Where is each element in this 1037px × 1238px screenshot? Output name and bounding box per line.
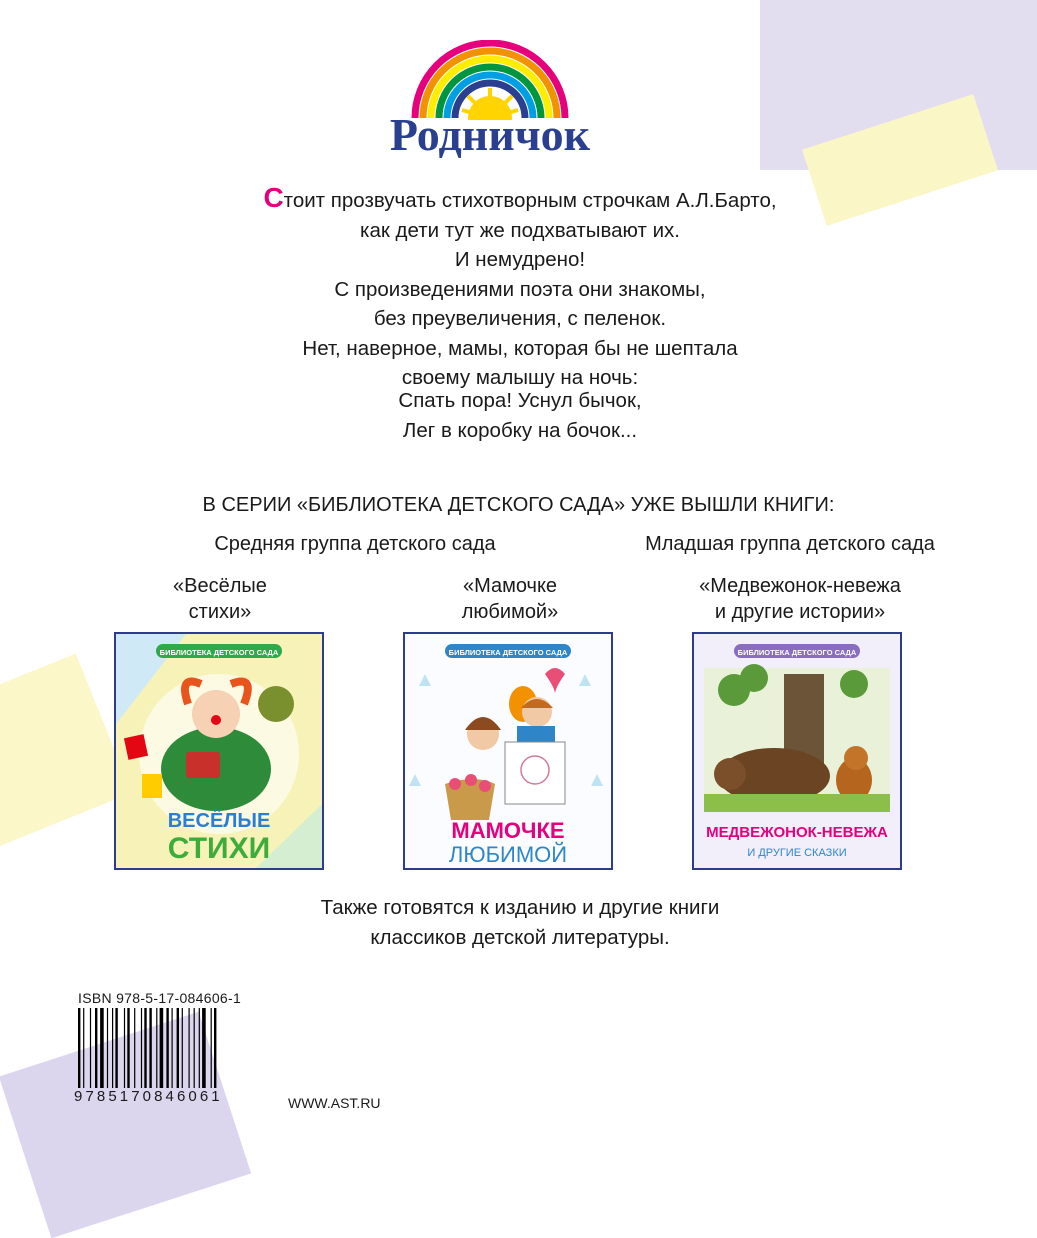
footer-line: классиков детской литературы. bbox=[370, 925, 670, 949]
website-url: WWW.AST.RU bbox=[288, 1095, 381, 1111]
intro-line: Нет, наверное, мамы, которая бы не шептала bbox=[302, 336, 738, 360]
barcode-bar bbox=[90, 1008, 91, 1088]
intro-line-1 bbox=[150, 183, 890, 216]
book-title-line: «Медвежонок-невежа bbox=[699, 575, 901, 597]
barcode-bar bbox=[78, 1008, 80, 1088]
cover-title-line: МАМОЧКЕ bbox=[451, 818, 565, 843]
cover-title-line: СТИХИ bbox=[167, 832, 271, 865]
barcode-icon bbox=[78, 1008, 254, 1088]
barcode-bar bbox=[182, 1008, 183, 1088]
intro-line: И немудрено! bbox=[454, 248, 586, 271]
barcode-bar bbox=[115, 1008, 117, 1088]
barcode-bar bbox=[189, 1008, 190, 1088]
intro-line: своему малышу на ночь: bbox=[401, 366, 639, 389]
barcode-bar bbox=[83, 1008, 84, 1088]
group-middle-label: Средняя группа детского сада bbox=[214, 533, 496, 555]
book-cover-3 bbox=[692, 632, 902, 870]
barcode-bar bbox=[127, 1008, 129, 1088]
cover-series-label: БИБЛИОТЕКА ДЕТСКОГО САДА bbox=[159, 648, 279, 657]
barcode-bar bbox=[199, 1008, 200, 1088]
barcode-bar bbox=[160, 1008, 164, 1088]
book-title-line: «Весёлые bbox=[173, 575, 267, 597]
upcoming-books-note bbox=[150, 893, 890, 952]
barcode-bar bbox=[95, 1008, 97, 1088]
publisher-logo bbox=[370, 40, 610, 160]
book-title-1 bbox=[120, 573, 320, 625]
barcode-bar bbox=[194, 1008, 195, 1088]
barcode-bar bbox=[141, 1008, 142, 1088]
barcode-bar bbox=[172, 1008, 173, 1088]
intro-line: С произведениями поэта они знакомы, bbox=[334, 277, 706, 301]
logo-wordmark: Родничок bbox=[389, 109, 591, 160]
barcode-bar bbox=[100, 1008, 104, 1088]
book-title-line: любимой» bbox=[461, 601, 559, 623]
poem-line: Спать пора! Уснул бычок, bbox=[398, 389, 642, 412]
book-title-2 bbox=[410, 573, 610, 625]
barcode-bar bbox=[144, 1008, 146, 1088]
barcode-bar bbox=[166, 1008, 168, 1088]
group-younger-label: Младшая группа детского сада bbox=[645, 533, 935, 555]
series-heading: В СЕРИИ «БИБЛИОТЕКА ДЕТСКОГО САДА» УЖЕ ВЫШЛИ КНИГИ: bbox=[202, 494, 835, 516]
cover-series-label: БИБЛИОТЕКА ДЕТСКОГО САДА bbox=[448, 648, 568, 657]
decor-yellow-left bbox=[0, 654, 132, 857]
book-title-line: «Мамочке bbox=[462, 575, 558, 597]
barcode-bar bbox=[214, 1008, 216, 1088]
barcode-bar bbox=[177, 1008, 179, 1088]
barcode-bar bbox=[202, 1008, 206, 1088]
poem-quote bbox=[150, 386, 890, 445]
book-cover-1 bbox=[114, 632, 324, 870]
intro-line-1-rest: тоит прозвучать стихотворным строчкам А.Л.Барто, bbox=[283, 189, 777, 212]
book-title-3 bbox=[660, 573, 940, 625]
barcode-bar bbox=[149, 1008, 151, 1088]
barcode-digits: 9785170846061 bbox=[74, 1088, 223, 1105]
cover-title-line: ЛЮБИМОЙ bbox=[448, 842, 568, 867]
book-cover-2 bbox=[403, 632, 613, 870]
isbn-label: ISBN 978-5-17-084606-1 bbox=[78, 990, 242, 1006]
barcode-bar bbox=[112, 1008, 113, 1088]
barcode-bar bbox=[124, 1008, 125, 1088]
intro-text bbox=[150, 183, 890, 393]
book-title-line: стихи» bbox=[188, 601, 252, 623]
cover-title-line: ВЕСЁЛЫЕ bbox=[167, 810, 271, 832]
barcode-bar bbox=[107, 1008, 108, 1088]
footer-line: Также готовятся к изданию и другие книги bbox=[320, 896, 720, 919]
cover-title-line: МЕДВЕЖОНОК-НЕВЕЖА bbox=[706, 824, 888, 841]
barcode-bar bbox=[211, 1008, 212, 1088]
book-title-line: и другие истории» bbox=[714, 601, 886, 623]
cover-title-line: И ДРУГИЕ СКАЗКИ bbox=[747, 847, 847, 859]
intro-line: без преувеличения, с пеленок. bbox=[373, 307, 667, 330]
barcode-bar bbox=[134, 1008, 135, 1088]
drop-cap: С bbox=[263, 182, 284, 213]
cover-series-label: БИБЛИОТЕКА ДЕТСКОГО САДА bbox=[737, 648, 857, 657]
barcode-bar bbox=[156, 1008, 157, 1088]
intro-line: как дети тут же подхватывают их. bbox=[360, 218, 680, 242]
poem-line: Лег в коробку на бочок... bbox=[402, 418, 638, 442]
